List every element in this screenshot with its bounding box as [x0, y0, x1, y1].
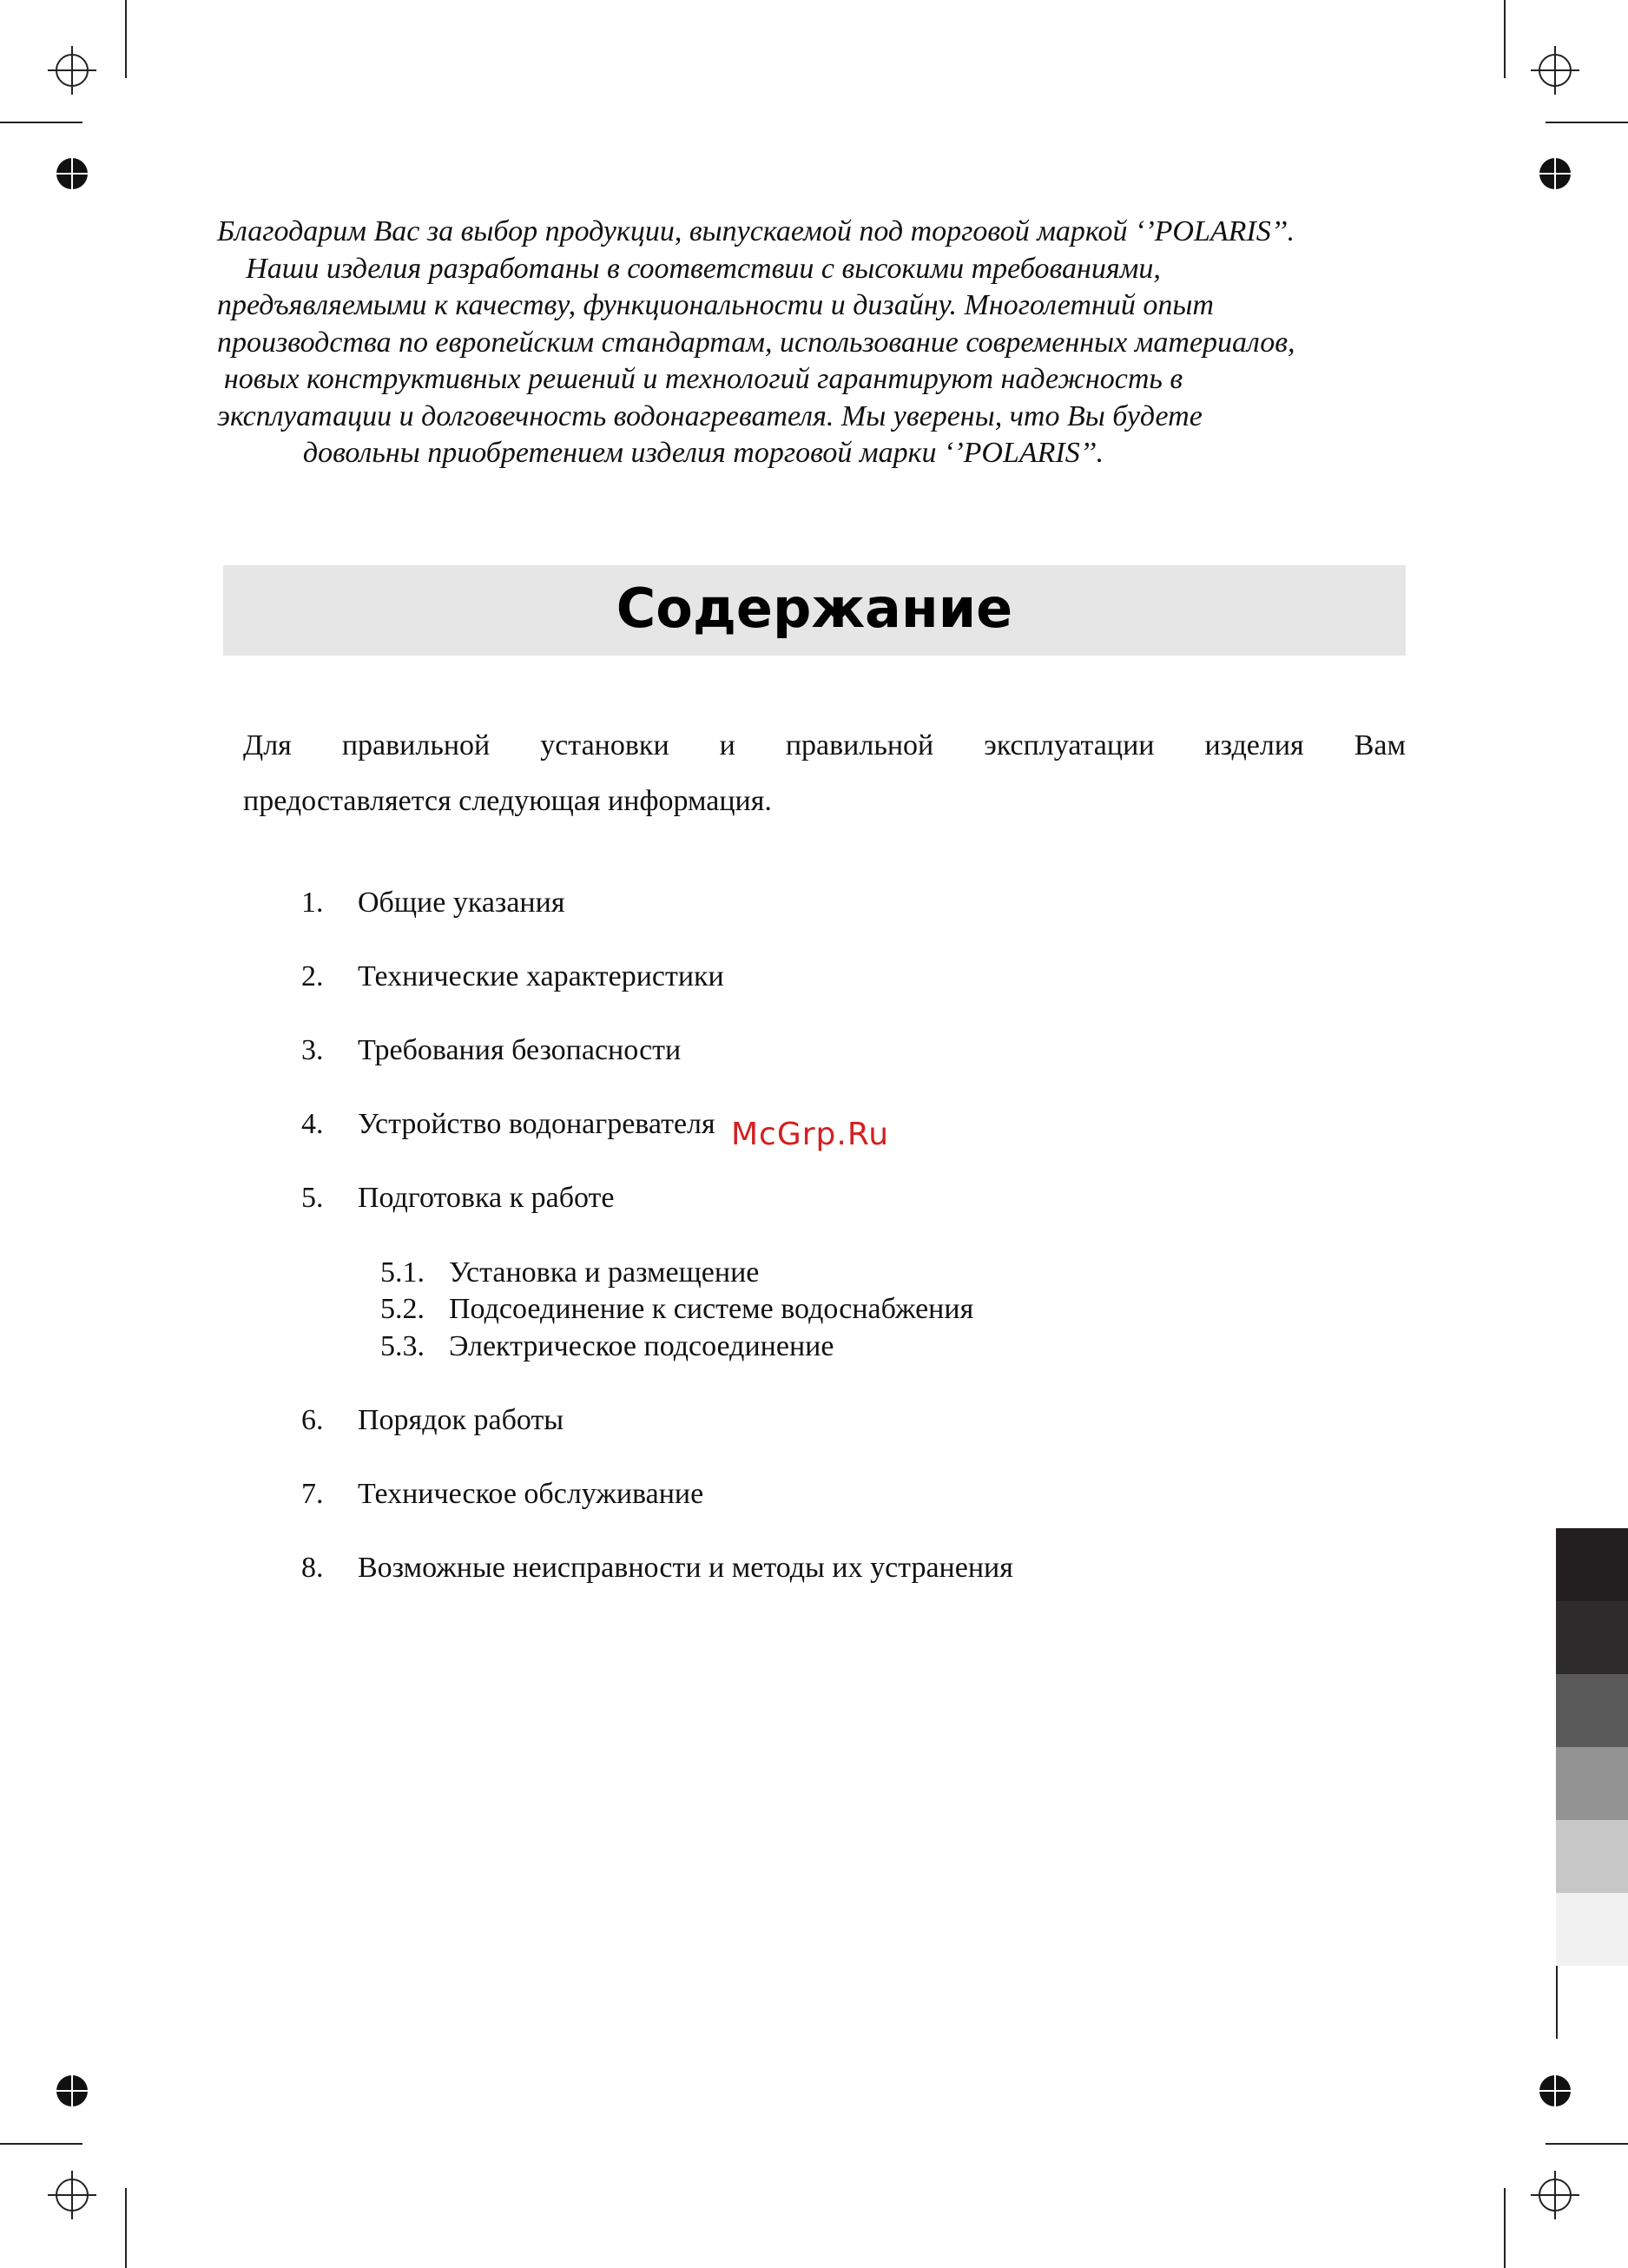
- target-dot-icon: [55, 2074, 89, 2108]
- crop-line-top-right: [1504, 0, 1506, 78]
- lead-word: правильной: [341, 729, 491, 761]
- intro-line: производства по европейским стандартам, использование современных материалов,: [217, 326, 1295, 359]
- grayscale-swatch: [1556, 1820, 1628, 1893]
- grayscale-swatch: [1556, 1893, 1628, 1966]
- toc-item-label: Порядок работы: [358, 1404, 564, 1436]
- grayscale-swatch: [1556, 1747, 1628, 1820]
- intro-paragraph: [217, 214, 1295, 472]
- lead-word: установки: [540, 729, 669, 761]
- toc-item-label: Подготовка к работе: [358, 1182, 615, 1214]
- toc-item-label: Требования безопасности: [358, 1034, 682, 1066]
- intro-line: новых конструктивных решений и технологий гарантируют надежность в: [223, 363, 1183, 395]
- toc-item-number: 8.: [301, 1552, 324, 1584]
- registration-mark-icon: [48, 2171, 96, 2219]
- toc-item-number: 6.: [301, 1404, 324, 1436]
- lead-word: правильной: [785, 729, 934, 761]
- lead-line: предоставляется следующая информация.: [243, 785, 772, 817]
- toc-item-label: Общие указания: [358, 887, 565, 919]
- registration-mark-icon: [48, 46, 96, 95]
- toc-subitem-number: 5.1.: [380, 1256, 425, 1289]
- toc-item-number: 5.: [301, 1182, 324, 1214]
- intro-line: предъявляемыми к качеству, функциональности и дизайну. Многолетний опыт: [217, 289, 1214, 321]
- crop-line-bottom-left-h: [0, 2143, 82, 2145]
- watermark: McGrp.Ru: [731, 1117, 890, 1152]
- toc-item-number: 4.: [301, 1108, 324, 1140]
- toc-item-label: Технические характеристики: [358, 960, 724, 992]
- grayscale-swatch: [1556, 1601, 1628, 1674]
- intro-line: Благодарим Вас за выбор продукции, выпускаемой под торговой маркой ‘’POLARIS’’.: [217, 215, 1295, 247]
- toc-item-label: Устройство водонагревателя: [358, 1108, 715, 1140]
- toc-item-label: Техническое обслуживание: [358, 1478, 704, 1510]
- target-dot-icon: [55, 156, 89, 191]
- grayscale-swatch: [1556, 1966, 1628, 2039]
- toc-item-number: 1.: [301, 887, 324, 919]
- intro-line: Наши изделия разработаны в соответствии с высокими требованиями,: [246, 252, 1161, 285]
- crop-line-bottom-right: [1504, 2188, 1506, 2268]
- registration-mark-icon: [1531, 2171, 1579, 2219]
- intro-line: довольны приобретением изделия торговой марки ‘’POLARIS’’.: [302, 437, 1104, 469]
- crop-line-top-left-h: [0, 122, 82, 123]
- lead-word: Для: [243, 729, 292, 761]
- lead-word: Вам: [1354, 729, 1406, 761]
- contents-title-bar: [223, 565, 1406, 656]
- crop-line-top-right-h: [1546, 122, 1628, 123]
- toc-subitem-label: Электрическое подсоединение: [449, 1330, 834, 1362]
- grayscale-swatch: [1556, 1674, 1628, 1747]
- lead-word: эксплуатации: [984, 729, 1155, 761]
- crop-line-bottom-left: [125, 2188, 127, 2268]
- toc-subitem-number: 5.3.: [380, 1330, 425, 1362]
- lead-word: изделия: [1204, 729, 1304, 761]
- target-dot-icon: [1538, 2074, 1572, 2108]
- toc-subitem-label: Установка и размещение: [449, 1256, 760, 1289]
- lead-word: и: [719, 729, 735, 761]
- target-dot-icon: [1538, 156, 1572, 191]
- lead-line-justified: [243, 718, 1406, 774]
- toc-item-label: Возможные неисправности и методы их устранения: [358, 1552, 1013, 1584]
- toc-subitem-label: Подсоединение к системе водоснабжения: [449, 1293, 974, 1325]
- crop-line-top-left: [125, 0, 127, 78]
- toc-subitem-number: 5.2.: [380, 1293, 425, 1325]
- registration-mark-icon: [1531, 46, 1579, 95]
- lead-paragraph: [243, 718, 1406, 829]
- page-title: Содержание: [616, 577, 1013, 640]
- toc-item-number: 7.: [301, 1478, 324, 1510]
- toc-item-number: 3.: [301, 1034, 324, 1066]
- grayscale-swatch: [1556, 1528, 1628, 1601]
- toc-item-number: 2.: [301, 960, 324, 992]
- crop-line-bottom-right-h: [1546, 2143, 1628, 2145]
- intro-line: эксплуатации и долговечность водонагревателя. Мы уверены, что Вы будете: [217, 399, 1203, 432]
